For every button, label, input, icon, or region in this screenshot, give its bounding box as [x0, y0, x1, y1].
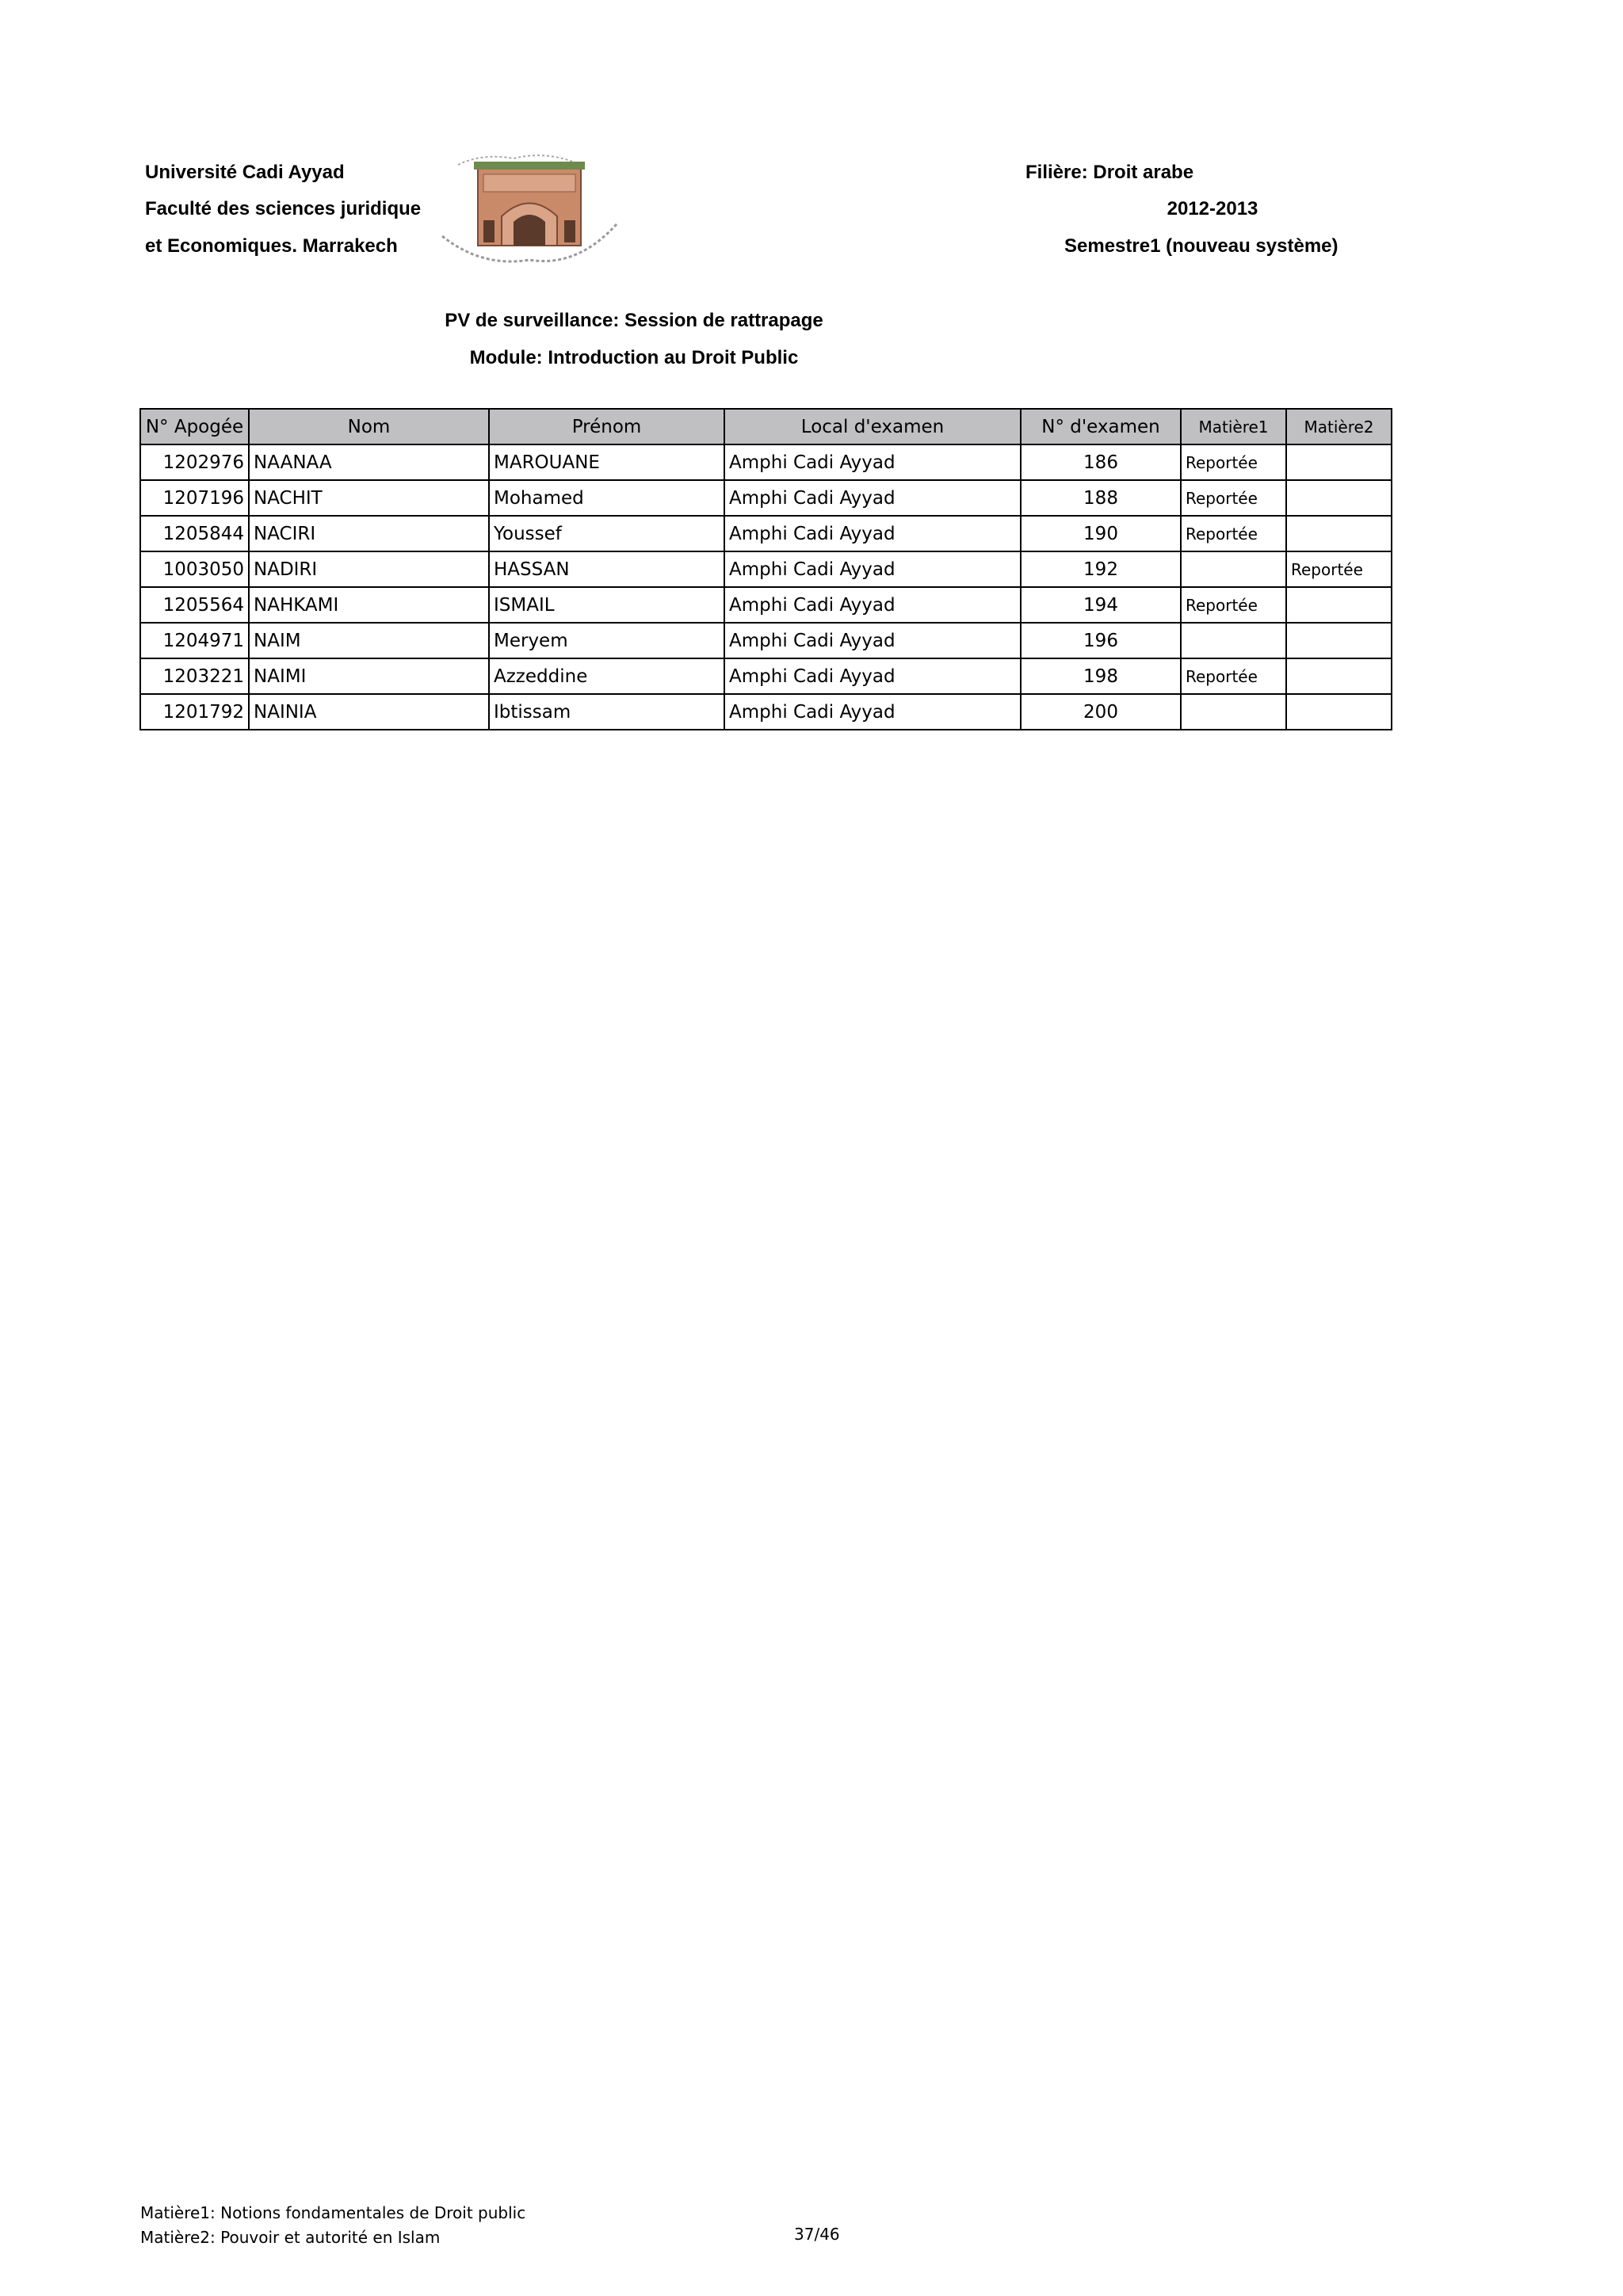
- cell-examen: 198: [1021, 658, 1181, 694]
- cell-local: Amphi Cadi Ayyad: [724, 623, 1021, 658]
- cell-prenom: Youssef: [489, 516, 724, 551]
- cell-matiere2: [1286, 480, 1392, 516]
- cell-nom: NAHKAMI: [249, 587, 489, 623]
- cell-prenom: Meryem: [489, 623, 724, 658]
- cell-matiere2: [1286, 516, 1392, 551]
- cell-matiere2: [1286, 587, 1392, 623]
- cell-prenom: Mohamed: [489, 480, 724, 516]
- cell-prenom: HASSAN: [489, 551, 724, 587]
- cell-matiere1: Reportée: [1181, 480, 1286, 516]
- cell-examen: 188: [1021, 480, 1181, 516]
- academic-year: 2012-2013: [1167, 198, 1258, 219]
- university-name: Université Cadi Ayyad: [145, 162, 345, 183]
- cell-matiere1: Reportée: [1181, 587, 1286, 623]
- cell-apogee: 1205564: [140, 587, 249, 623]
- cell-matiere1: [1181, 551, 1286, 587]
- table-row: [140, 444, 1392, 480]
- col-header-prenom: Prénom: [489, 409, 724, 444]
- cell-local: Amphi Cadi Ayyad: [724, 587, 1021, 623]
- cell-examen: 192: [1021, 551, 1181, 587]
- table-row: [140, 694, 1392, 730]
- cell-apogee: 1204971: [140, 623, 249, 658]
- cell-matiere2: [1286, 623, 1392, 658]
- cell-local: Amphi Cadi Ayyad: [724, 516, 1021, 551]
- table-header-row: [140, 409, 1392, 444]
- cell-apogee: 1202976: [140, 444, 249, 480]
- col-header-nom: Nom: [249, 409, 489, 444]
- cell-matiere2: [1286, 694, 1392, 730]
- table-row: [140, 587, 1392, 623]
- cell-matiere2: Reportée: [1286, 551, 1392, 587]
- surveillance-table: [139, 408, 1392, 730]
- filiere-label: Filière: Droit arabe: [1025, 162, 1194, 183]
- cell-nom: NAIM: [249, 623, 489, 658]
- cell-local: Amphi Cadi Ayyad: [724, 694, 1021, 730]
- cell-matiere1: Reportée: [1181, 658, 1286, 694]
- table-row: [140, 480, 1392, 516]
- cell-matiere2: [1286, 444, 1392, 480]
- cell-prenom: Azzeddine: [489, 658, 724, 694]
- cell-matiere1: [1181, 694, 1286, 730]
- table-row: [140, 623, 1392, 658]
- table-row: [140, 551, 1392, 587]
- pv-title: PV de surveillance: Session de rattrapage: [445, 310, 823, 331]
- cell-local: Amphi Cadi Ayyad: [724, 551, 1021, 587]
- cell-nom: NACHIT: [249, 480, 489, 516]
- cell-matiere1: Reportée: [1181, 516, 1286, 551]
- university-gate-logo-icon: [434, 149, 624, 268]
- cell-local: Amphi Cadi Ayyad: [724, 444, 1021, 480]
- faculty-line-2: et Economiques. Marrakech: [145, 235, 398, 257]
- cell-examen: 194: [1021, 587, 1181, 623]
- cell-nom: NAANAA: [249, 444, 489, 480]
- table-row: [140, 658, 1392, 694]
- table-row: [140, 516, 1392, 551]
- cell-nom: NADIRI: [249, 551, 489, 587]
- cell-nom: NACIRI: [249, 516, 489, 551]
- cell-examen: 200: [1021, 694, 1181, 730]
- col-header-examen: N° d'examen: [1021, 409, 1181, 444]
- footnote-matiere1: Matière1: Notions fondamentales de Droit public: [140, 2203, 526, 2222]
- col-header-matiere1: Matière1: [1181, 409, 1286, 444]
- module-title: Module: Introduction au Droit Public: [469, 347, 799, 368]
- cell-examen: 186: [1021, 444, 1181, 480]
- cell-apogee: 1207196: [140, 480, 249, 516]
- cell-local: Amphi Cadi Ayyad: [724, 480, 1021, 516]
- col-header-local: Local d'examen: [724, 409, 1021, 444]
- cell-apogee: 1203221: [140, 658, 249, 694]
- cell-nom: NAINIA: [249, 694, 489, 730]
- cell-prenom: MAROUANE: [489, 444, 724, 480]
- cell-matiere1: [1181, 623, 1286, 658]
- faculty-line-1: Faculté des sciences juridique: [145, 198, 422, 219]
- cell-matiere2: [1286, 658, 1392, 694]
- semester-label: Semestre1 (nouveau système): [1064, 235, 1338, 257]
- col-header-apogee: N° Apogée: [140, 409, 249, 444]
- cell-apogee: 1003050: [140, 551, 249, 587]
- cell-prenom: ISMAIL: [489, 587, 724, 623]
- cell-nom: NAIMI: [249, 658, 489, 694]
- cell-matiere1: Reportée: [1181, 444, 1286, 480]
- cell-apogee: 1205844: [140, 516, 249, 551]
- cell-examen: 190: [1021, 516, 1181, 551]
- cell-prenom: Ibtissam: [489, 694, 724, 730]
- cell-examen: 196: [1021, 623, 1181, 658]
- cell-apogee: 1201792: [140, 694, 249, 730]
- cell-local: Amphi Cadi Ayyad: [724, 658, 1021, 694]
- footnote-matiere2: Matière2: Pouvoir et autorité en Islam: [140, 2228, 441, 2247]
- page-number: 37/46: [794, 2225, 840, 2244]
- col-header-matiere2: Matière2: [1286, 409, 1392, 444]
